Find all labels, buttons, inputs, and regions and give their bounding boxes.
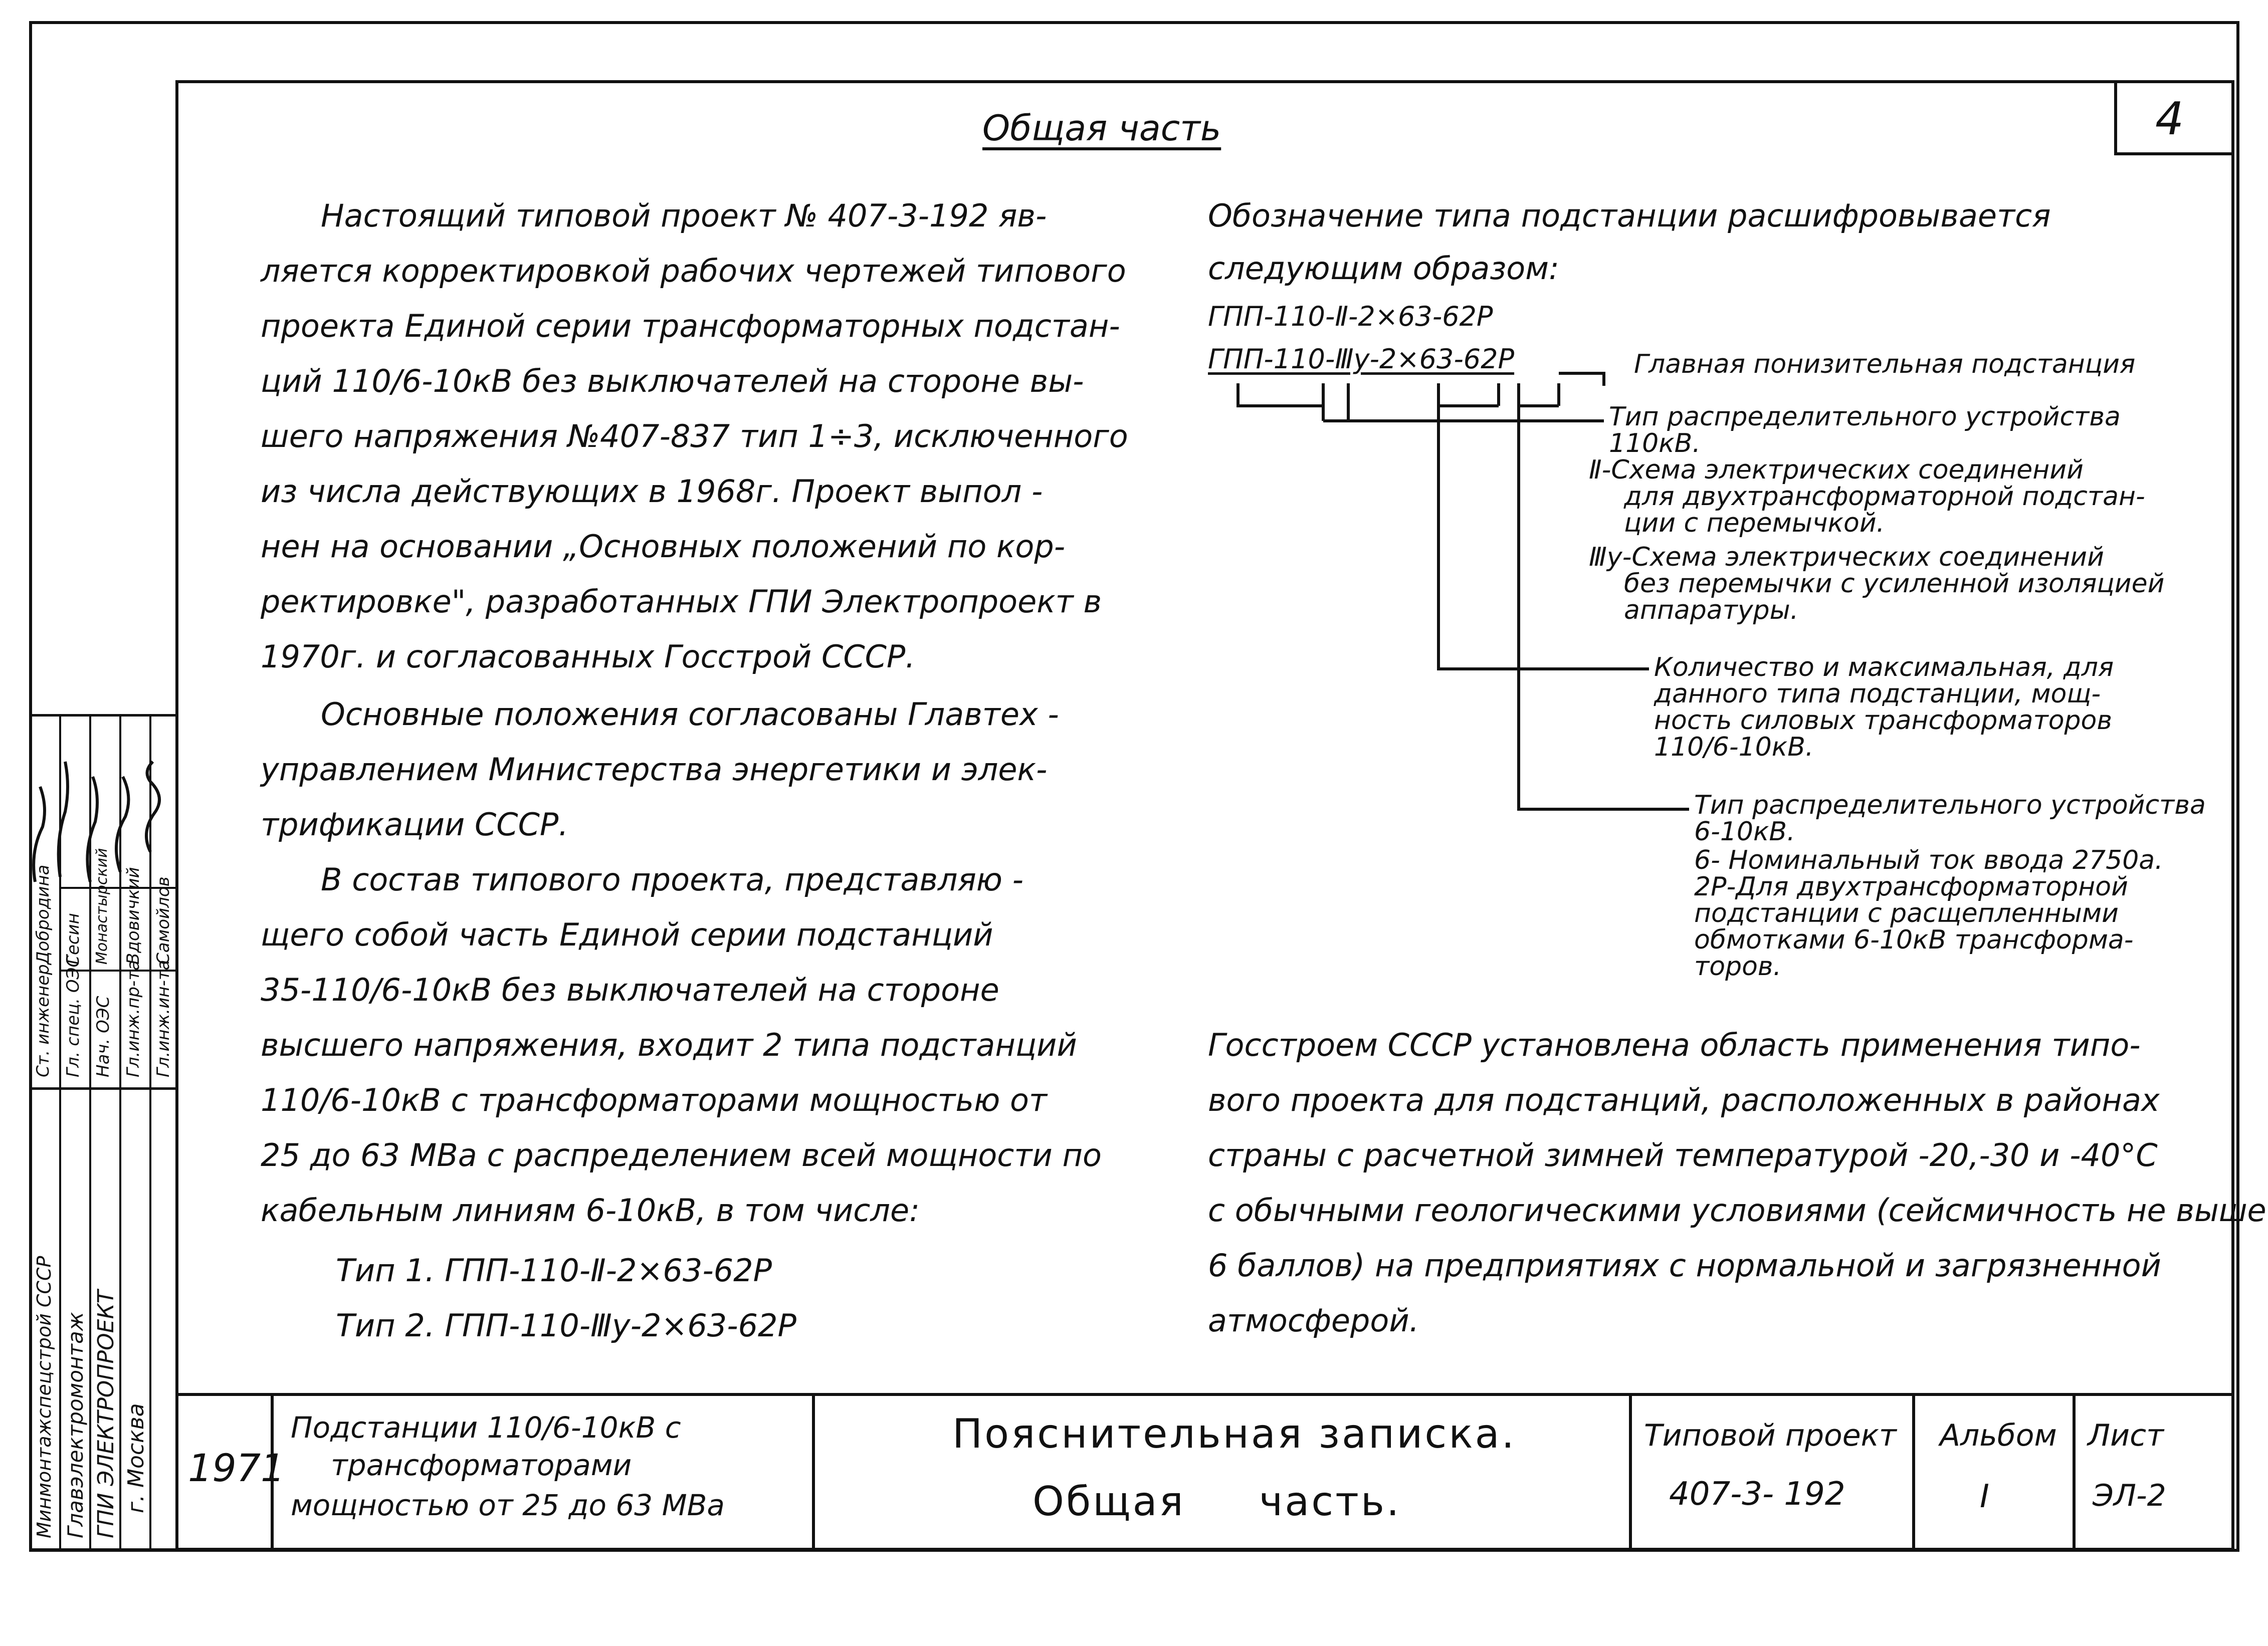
legend-ru-6-7: торов. bbox=[1694, 952, 1782, 982]
sheet-value: ЭЛ-2 bbox=[2093, 1478, 2166, 1513]
stamp-name: Гесин bbox=[63, 913, 83, 965]
text-line: 25 до 63 МВа с распределением всей мощности по bbox=[261, 1137, 1102, 1173]
text-line: кабельным линиям 6-10кВ, в том числе: bbox=[261, 1192, 920, 1229]
legend-ru-6-1: Тип распределительного устройства bbox=[1694, 790, 2206, 820]
stamp-org-2: Главэлектромонтаж bbox=[63, 1312, 88, 1538]
legend-ru-110-4: для двухтрансформаторной подстан- bbox=[1624, 482, 2145, 512]
text-line: Основные положения согласованы Главтех - bbox=[321, 696, 1059, 733]
stamp-name: Самойлов bbox=[153, 876, 173, 965]
title-subject-3: мощностью от 25 до 63 МВа bbox=[291, 1488, 725, 1522]
text-line: нен на основании „Основных положений по кор- bbox=[261, 528, 1066, 565]
doc-title-1: Пояснительная записка. bbox=[952, 1410, 1517, 1457]
project-number: 407-3- 192 bbox=[1669, 1476, 1845, 1513]
album-label: Альбом bbox=[1940, 1418, 2057, 1453]
legend-ru-110-7: без перемычки с усиленной изоляцией bbox=[1624, 569, 2165, 599]
section-heading: Общая часть bbox=[982, 108, 1221, 149]
stamp-role: Гл. спец. ОЭС bbox=[63, 955, 83, 1077]
legend-power-3: ность силовых трансформаторов bbox=[1654, 706, 2113, 736]
text-line: трификации СССР. bbox=[261, 806, 568, 843]
text-line: Госстроем СССР установлена область применения типо- bbox=[1208, 1027, 2141, 1063]
stamp-role: Гл.инж.пр-та bbox=[123, 960, 143, 1077]
text-line: ректировке", разработанных ГПИ Электропроект в bbox=[261, 583, 1102, 620]
legend-ru-110-2: 110кВ. bbox=[1609, 428, 1701, 458]
text-line: проекта Единой серии трансформаторных подстан- bbox=[261, 308, 1120, 344]
text-line: Настоящий типовой проект № 407-3-192 яв- bbox=[321, 197, 1047, 234]
text-line: щего собой часть Единой серии подстанций bbox=[261, 916, 993, 953]
legend-ru-110-5: ции с перемычкой. bbox=[1624, 508, 1885, 538]
doc-title-2: Общая часть. bbox=[1033, 1478, 1401, 1525]
text-line: из числа действующих в 1968г. Проект выпол - bbox=[261, 473, 1043, 510]
text-line: ций 110/6-10кВ без выключателей на стороне вы- bbox=[261, 363, 1084, 399]
type-2-line: Тип 2. ГПП-110-Ⅲу-2×63-62Р bbox=[336, 1307, 796, 1344]
legend-ru-110-3: Ⅱ-Схема электрических соединений bbox=[1589, 455, 2084, 485]
legend-ru-6-2: 6-10кВ. bbox=[1694, 817, 1795, 847]
text-line: шего напряжения №407-837 тип 1÷3, исключенного bbox=[261, 418, 1128, 454]
text-line: 35-110/6-10кВ без выключателей на стороне bbox=[261, 972, 999, 1008]
page-number: 4 bbox=[2155, 93, 2184, 145]
type-1-line: Тип 1. ГПП-110-Ⅱ-2×63-62Р bbox=[336, 1252, 772, 1289]
title-block-top-border bbox=[175, 1393, 2234, 1396]
stamp-signatures bbox=[0, 0, 200, 1646]
legend-power-4: 110/6-10кВ. bbox=[1654, 732, 1814, 762]
stamp-role: Гл.инж.ин-та bbox=[153, 960, 173, 1077]
text-line: В состав типового проекта, представляю - bbox=[321, 861, 1024, 898]
designation-intro-1: Обозначение типа подстанции расшифровывается bbox=[1208, 197, 2051, 234]
legend-ru-110-6: Ⅲу-Схема электрических соединений bbox=[1589, 542, 2104, 572]
text-line: страны с расчетной зимней температурой -20,-30 и -40°С bbox=[1208, 1137, 2158, 1173]
legend-ru-6-4: 2Р-Для двухтрансформаторной bbox=[1694, 872, 2128, 902]
stamp-name: Вдовичкий bbox=[123, 867, 143, 965]
text-line: высшего напряжения, входит 2 типа подстанций bbox=[261, 1027, 1077, 1063]
text-line: вого проекта для подстанций, расположенных в районах bbox=[1208, 1082, 2160, 1118]
title-subject-1: Подстанции 110/6-10кВ с bbox=[291, 1410, 681, 1445]
text-line: атмосферой. bbox=[1208, 1302, 1419, 1339]
title-block-divider bbox=[812, 1393, 815, 1551]
legend-ru-110-8: аппаратуры. bbox=[1624, 595, 1799, 625]
designation-code-2: ГПП-110-Ⅲу-2×63-62Р bbox=[1208, 343, 1515, 375]
legend-power-2: данного типа подстанции, мощ- bbox=[1654, 679, 2101, 709]
title-year: 1971 bbox=[188, 1446, 285, 1490]
text-line: 110/6-10кВ с трансформаторами мощностью от bbox=[261, 1082, 1048, 1118]
stamp-role: Ст. инженер bbox=[33, 964, 53, 1077]
stamp-org-1: Минмонтажспецстрой СССР bbox=[33, 1256, 55, 1538]
project-label: Типовой проект bbox=[1644, 1418, 1897, 1453]
sheet-label: Лист bbox=[2088, 1418, 2164, 1453]
legend-ru-6-3: 6- Номинальный ток ввода 2750а. bbox=[1694, 845, 2163, 875]
stamp-org-4: г. Москва bbox=[123, 1403, 149, 1513]
album-value: I bbox=[1980, 1478, 1989, 1515]
legend-power-1: Количество и максимальная, для bbox=[1654, 652, 2114, 682]
title-block-divider bbox=[2073, 1393, 2076, 1551]
legend-ru-6-6: обмотками 6-10кВ трансформа- bbox=[1694, 925, 2134, 955]
title-block-divider bbox=[1912, 1393, 1915, 1551]
text-line: с обычными геологическими условиями (сейсмичность не выше bbox=[1208, 1192, 2266, 1229]
designation-code-1: ГПП-110-Ⅱ-2×63-62Р bbox=[1208, 301, 1493, 332]
title-block-divider bbox=[1629, 1393, 1632, 1551]
text-line: управлением Министерства энергетики и элек- bbox=[261, 751, 1048, 788]
text-line: 1970г. и согласованных Госстрой СССР. bbox=[261, 638, 915, 675]
designation-intro-2: следующим образом: bbox=[1208, 250, 1559, 287]
legend-ru-6-5: подстанции с расщепленными bbox=[1694, 898, 2119, 928]
stamp-name: Добродина bbox=[33, 864, 53, 965]
stamp-org-3: ГПИ ЭЛЕКТРОПРОЕКТ bbox=[93, 1290, 119, 1538]
title-subject-2: трансформаторами bbox=[331, 1448, 632, 1482]
stamp-role: Нач. ОЭС bbox=[93, 996, 113, 1077]
legend-ru-110-1: Тип распределительного устройства bbox=[1609, 402, 2121, 432]
stamp-name: Монастырский bbox=[93, 848, 111, 965]
text-line: 6 баллов) на предприятиях с нормальной и загрязненной bbox=[1208, 1247, 2161, 1284]
legend-main-substation: Главная понизительная подстанция bbox=[1634, 349, 2136, 379]
text-line: ляется корректировкой рабочих чертежей типового bbox=[261, 253, 1126, 289]
